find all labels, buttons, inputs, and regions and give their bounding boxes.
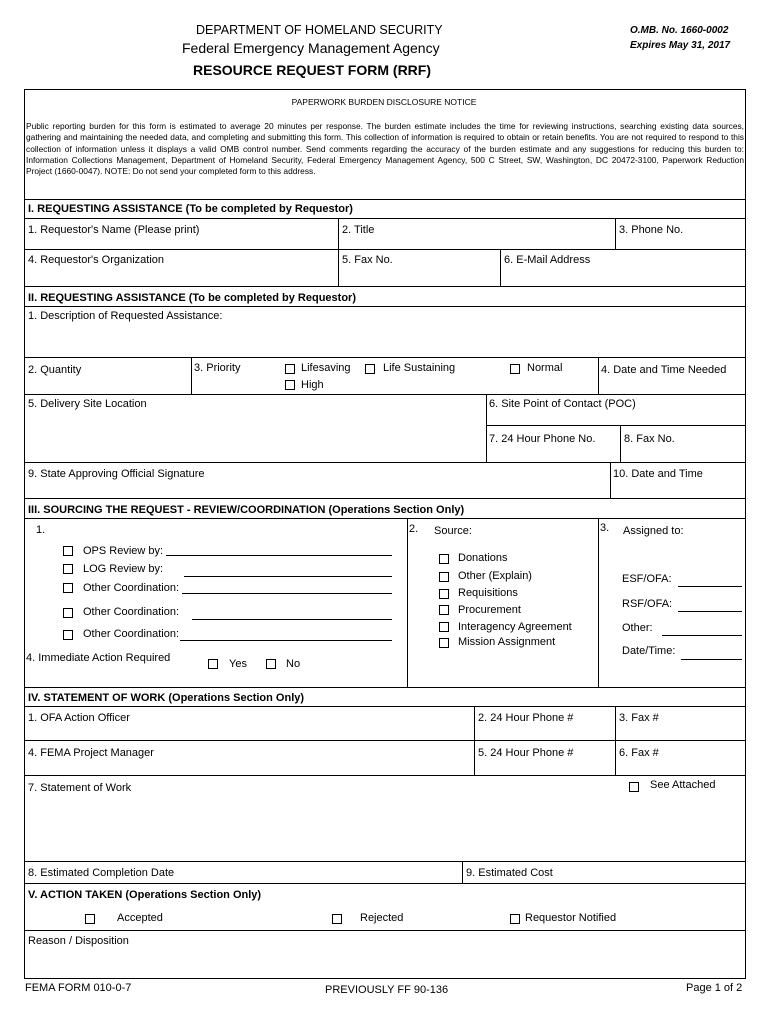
- other-coordination-1-line[interactable]: [182, 593, 392, 594]
- divider: [24, 249, 745, 250]
- procurement-label: Procurement: [458, 604, 521, 616]
- normal-checkbox[interactable]: [510, 364, 520, 374]
- lifesaving-label: Lifesaving: [301, 362, 351, 374]
- poc-label: 6. Site Point of Contact (POC): [489, 398, 636, 410]
- divider: [191, 357, 192, 394]
- divider: [500, 249, 501, 286]
- statement-of-work-label: 7. Statement of Work: [28, 782, 132, 794]
- phone-24-label: 7. 24 Hour Phone No.: [489, 433, 596, 445]
- high-checkbox[interactable]: [285, 380, 295, 390]
- section-4-heading: IV. STATEMENT OF WORK (Operations Section Only): [28, 692, 305, 704]
- immediate-yes-checkbox[interactable]: [208, 659, 218, 669]
- divider: [615, 218, 616, 249]
- donations-checkbox[interactable]: [439, 554, 449, 564]
- other-coordination-2-checkbox[interactable]: [63, 608, 73, 618]
- assigned-other-label: Other:: [622, 622, 653, 634]
- divider: [610, 462, 611, 498]
- department-name: DEPARTMENT OF HOMELAND SECURITY: [196, 23, 443, 37]
- see-attached-label: See Attached: [650, 779, 716, 791]
- form-title: RESOURCE REQUEST FORM (RRF): [193, 62, 431, 78]
- expiration-date: Expires May 31, 2017: [630, 40, 731, 51]
- notice-title: PAPERWORK BURDEN DISCLOSURE NOTICE: [291, 97, 477, 107]
- procurement-checkbox[interactable]: [439, 605, 449, 615]
- omb-number: O.MB. No. 1660-0002: [630, 25, 729, 36]
- divider: [24, 394, 745, 395]
- divider: [338, 218, 339, 286]
- accepted-checkbox[interactable]: [85, 914, 95, 924]
- ofa-officer-label: 1. OFA Action Officer: [28, 712, 130, 724]
- immediate-no-checkbox[interactable]: [266, 659, 276, 669]
- divider: [24, 775, 745, 776]
- donations-label: Donations: [458, 552, 508, 564]
- form-number: FEMA FORM 010-0-7: [25, 982, 132, 994]
- other-coordination-2-label: Other Coordination:: [83, 606, 179, 618]
- assigned-datetime-line[interactable]: [681, 659, 742, 660]
- estimated-cost-label: 9. Estimated Cost: [466, 867, 553, 879]
- mission-assignment-label: Mission Assignment: [458, 636, 556, 648]
- divider: [462, 861, 463, 883]
- assigned-other-line[interactable]: [662, 635, 742, 636]
- life-sustaining-label: Life Sustaining: [383, 362, 456, 374]
- log-review-checkbox[interactable]: [63, 564, 73, 574]
- section-2-heading: II. REQUESTING ASSISTANCE (To be completed by Requestor): [28, 292, 356, 304]
- other-coordination-1-label: Other Coordination:: [83, 582, 179, 594]
- pm-phone-label: 5. 24 Hour Phone #: [478, 747, 574, 759]
- assigned-to-label: Assigned to:: [623, 525, 684, 537]
- section-5-heading: V. ACTION TAKEN (Operations Section Only): [28, 889, 262, 901]
- signature-label: 9. State Approving Official Signature: [28, 468, 205, 480]
- lifesaving-checkbox[interactable]: [285, 364, 295, 374]
- other-explain-label: Other (Explain): [458, 570, 532, 582]
- email-label: 6. E-Mail Address: [504, 254, 591, 266]
- priority-label: 3. Priority: [194, 362, 241, 374]
- divider: [407, 518, 408, 687]
- column-1-number: 1.: [36, 524, 46, 536]
- immediate-yes-label: Yes: [229, 658, 247, 670]
- completion-date-label: 8. Estimated Completion Date: [28, 867, 175, 879]
- other-coordination-3-checkbox[interactable]: [63, 630, 73, 640]
- organization-label: 4. Requestor's Organization: [28, 254, 165, 266]
- agency-name: Federal Emergency Management Agency: [182, 40, 440, 56]
- site-fax-label: 8. Fax No.: [624, 433, 675, 445]
- section-3-heading: III. SOURCING THE REQUEST - REVIEW/COORDINATION (Operations Section Only): [28, 504, 465, 516]
- divider: [24, 706, 745, 707]
- accepted-label: Accepted: [117, 912, 163, 924]
- date-needed-label: 4. Date and Time Needed: [601, 364, 727, 376]
- rsf-ofa-label: RSF/OFA:: [622, 598, 673, 610]
- divider: [24, 218, 745, 219]
- divider: [598, 357, 599, 394]
- title-label: 2. Title: [342, 224, 375, 236]
- other-coordination-2-line[interactable]: [192, 619, 392, 620]
- divider: [24, 357, 745, 358]
- signature-date-label: 10. Date and Time: [613, 468, 703, 480]
- ops-review-checkbox[interactable]: [63, 546, 73, 556]
- log-review-label: LOG Review by:: [83, 563, 164, 575]
- divider: [24, 199, 745, 200]
- interagency-checkbox[interactable]: [439, 622, 449, 632]
- divider: [486, 425, 745, 426]
- divider: [474, 706, 475, 775]
- other-coordination-3-line[interactable]: [180, 640, 392, 641]
- divider: [615, 706, 616, 775]
- log-review-line[interactable]: [184, 576, 392, 577]
- see-attached-checkbox[interactable]: [629, 782, 639, 792]
- interagency-label: Interagency Agreement: [458, 621, 572, 633]
- divider: [486, 394, 487, 462]
- immediate-action-label: 4. Immediate Action Required: [26, 652, 171, 664]
- requestor-name-label: 1. Requestor's Name (Please print): [28, 224, 200, 236]
- immediate-no-label: No: [286, 658, 301, 670]
- project-manager-label: 4. FEMA Project Manager: [28, 747, 154, 759]
- divider: [24, 883, 745, 884]
- ofa-fax-label: 3. Fax #: [619, 712, 659, 724]
- life-sustaining-checkbox[interactable]: [365, 364, 375, 374]
- ofa-phone-label: 2. 24 Hour Phone #: [478, 712, 574, 724]
- divider: [24, 286, 745, 287]
- esf-ofa-line[interactable]: [678, 586, 742, 587]
- high-label: High: [301, 379, 324, 391]
- phone-label: 3. Phone No.: [619, 224, 684, 236]
- assigned-datetime-label: Date/Time:: [622, 645, 676, 657]
- divider: [598, 518, 599, 687]
- page-number: Page 1 of 2: [686, 982, 743, 994]
- divider: [24, 861, 745, 862]
- ops-review-label: OPS Review by:: [83, 545, 164, 557]
- fax-label: 5. Fax No.: [342, 254, 393, 266]
- divider: [24, 687, 745, 688]
- other-coordination-1-checkbox[interactable]: [63, 583, 73, 593]
- ops-review-line[interactable]: [166, 555, 392, 556]
- pm-fax-label: 6. Fax #: [619, 747, 659, 759]
- other-explain-checkbox[interactable]: [439, 572, 449, 582]
- reason-disposition-label: Reason / Disposition: [28, 935, 129, 947]
- delivery-site-label: 5. Delivery Site Location: [28, 398, 147, 410]
- previous-form-number: PREVIOUSLY FF 90-136: [325, 984, 449, 996]
- rejected-checkbox[interactable]: [332, 914, 342, 924]
- requisitions-label: Requisitions: [458, 587, 518, 599]
- requisitions-checkbox[interactable]: [439, 589, 449, 599]
- normal-label: Normal: [527, 362, 563, 374]
- requestor-notified-checkbox[interactable]: [510, 914, 520, 924]
- divider: [24, 518, 745, 519]
- esf-ofa-label: ESF/OFA:: [622, 573, 672, 585]
- description-label: 1. Description of Requested Assistance:: [28, 310, 223, 322]
- divider: [620, 425, 621, 462]
- rejected-label: Rejected: [360, 912, 404, 924]
- other-coordination-3-label: Other Coordination:: [83, 628, 179, 640]
- mission-assignment-checkbox[interactable]: [439, 638, 449, 648]
- column-3-number: 3.: [600, 522, 610, 534]
- quantity-label: 2. Quantity: [28, 364, 82, 376]
- divider: [24, 462, 745, 463]
- section-1-heading: I. REQUESTING ASSISTANCE (To be completed by Requestor): [28, 203, 353, 215]
- notice-text: Public reporting burden for this form is estimated to average 20 minutes per response. The burden estimate includes the time for reviewing instructions, searching existing data sources, gathering and maintaining the needed data, and completing and submitting this form. This collection of information is required to obtain or retain benefits. You are not required to respond to this collection of information unless it displays a valid OMB control number. Send comments regarding the accuracy of the burden estimate and any suggestions for reducing this burden to: Information Collections Management, Department of Homeland Security, Federal Emergency Management Agency, 500 C Street, SW, Washington, DC 20472-3100, Paperwork Reduction Project (1660-0047). NOTE: Do not send your completed form to this address.: [26, 121, 744, 177]
- rsf-ofa-line[interactable]: [678, 611, 742, 612]
- divider: [24, 930, 745, 931]
- divider: [24, 740, 745, 741]
- divider: [24, 306, 745, 307]
- divider: [24, 498, 745, 499]
- column-2-number: 2.: [409, 523, 419, 535]
- source-label: Source:: [434, 525, 472, 537]
- requestor-notified-label: Requestor Notified: [525, 912, 617, 924]
